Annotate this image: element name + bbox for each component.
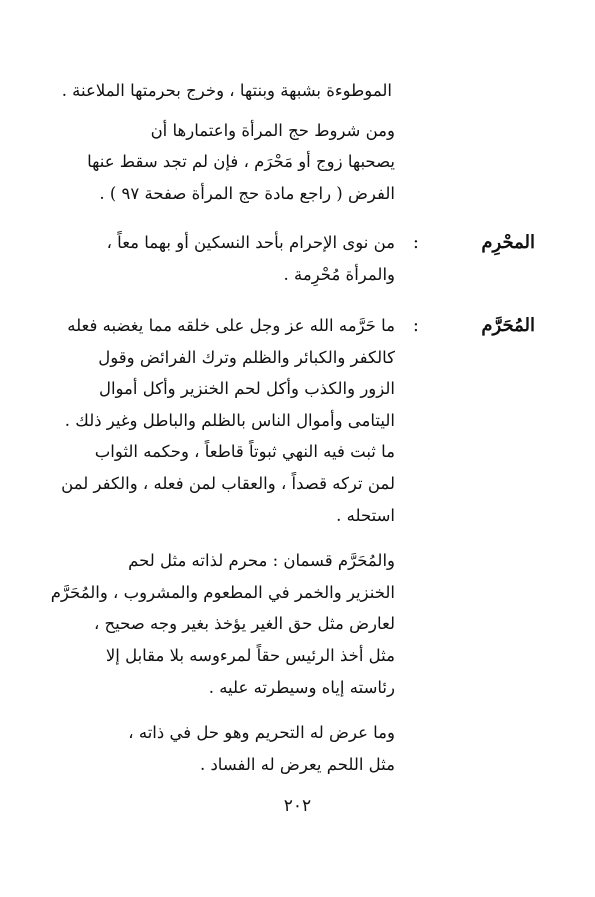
text-line: وما عرض له التحريم وهو حل في ذاته ،	[128, 723, 395, 742]
text-line: يصحبها زوج أو مَحْرَم ، فإن لم تجد سقط عنها	[87, 152, 395, 171]
text-line: ومن شروط حج المرأة واعتمارها أن	[150, 121, 395, 140]
text-line: مثل اللحم يعرض له الفساد .	[199, 755, 395, 774]
text-line: الفرض ( راجع مادة حج المرأة صفحة ٩٧ ) .	[99, 184, 395, 203]
text-line: ما ثبت فيه النهي ثبوتاً قاطعاً ، وحكمه الثواب	[94, 442, 395, 461]
text-line: اليتامى وأموال الناس بالظلم والباطل وغير ذلك .	[64, 411, 395, 430]
text-line: والمرأة مُحْرِمة .	[283, 265, 395, 284]
text-line: كالكفر والكبائر والظلم وترك الفرائض وقول	[98, 348, 395, 367]
text-line: رئاسته إياه وسيطرته عليه .	[208, 678, 395, 697]
text-line: مثل أخذ الرئيس حقاً لمرءوسه بلا مقابل إلا	[105, 646, 395, 665]
entry-term-muharram: المُحَرَّم	[481, 315, 535, 336]
text-line: لمن تركه قصداً ، والعقاب لمن فعله ، والكفر لمن	[61, 474, 395, 493]
entry-colon: :	[412, 232, 419, 253]
entry-term-muhrim: المحْرِم	[481, 232, 535, 253]
text-line: استحله .	[336, 506, 395, 525]
text-line: والمُحَرَّم قسمان : محرم لذاته مثل لحم	[128, 551, 395, 570]
text-line: الموطوءة بشبهة وبنتها ، وخرج بحرمتها الملاعنة .	[61, 81, 392, 100]
text-line: الزور والكذب وأكل لحم الخنزير وأكل أموال	[98, 379, 395, 398]
page-number: ٢٠٢	[283, 796, 312, 816]
entry-colon: :	[412, 315, 419, 336]
text-line: ما حَرَّمه الله عز وجل على خلقه مما يغضبه فعله	[67, 316, 395, 335]
text-line: من نوى الإحرام بأحد النسكين أو بهما معاً ،	[106, 233, 395, 252]
text-line: لعارض مثل حق الغير يؤخذ بغير وجه صحيح ،	[93, 614, 395, 633]
text-line: الخنزير والخمر في المطعوم والمشروب ، والمُحَرَّم	[50, 583, 395, 602]
